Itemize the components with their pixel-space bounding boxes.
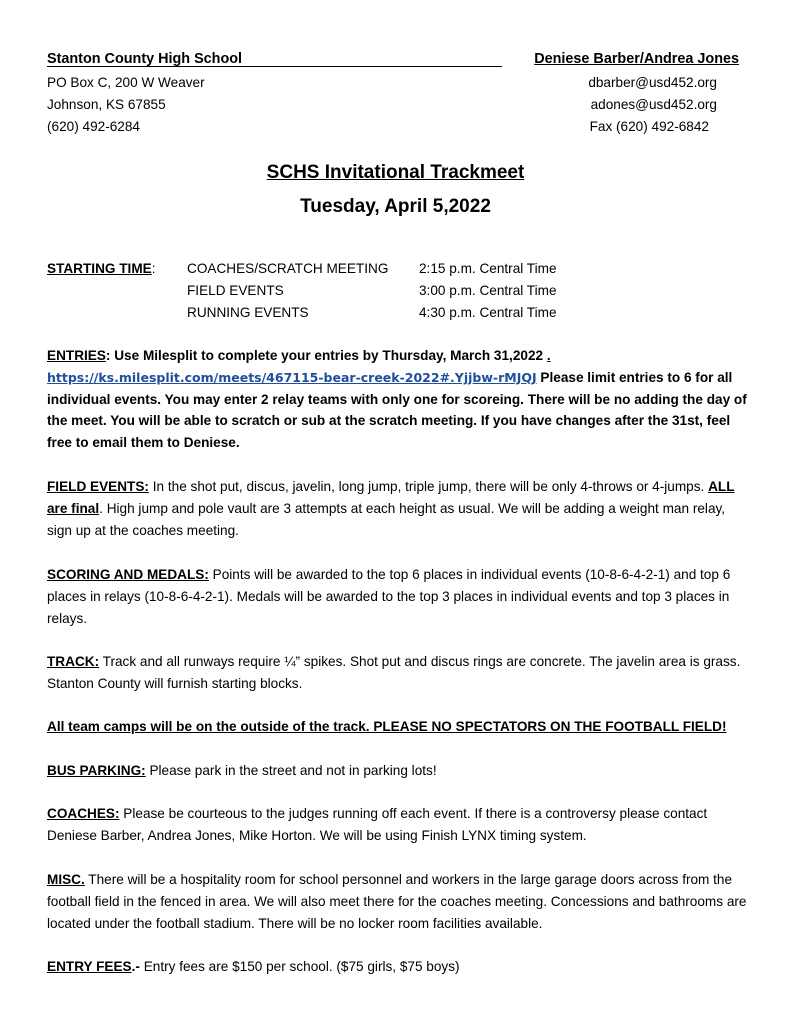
track-label: TRACK:	[47, 654, 100, 669]
bus-parking-label: BUS PARKING:	[47, 763, 146, 778]
entries-dot: .	[546, 348, 551, 363]
starting-time-heading: STARTING TIME:	[47, 261, 156, 276]
scoring-label: SCORING AND MEDALS:	[47, 567, 209, 582]
all-are-final: ALL are final	[47, 479, 735, 516]
track-text: Track and all runways require ¼” spikes. Shot put and discus rings are concrete. The javelin area is grass. Stanton County will furnish starting blocks.	[47, 654, 741, 691]
address-line-1: PO Box C, 200 W Weaver	[47, 75, 205, 90]
bus-parking-section	[47, 760, 747, 782]
letterhead	[47, 49, 739, 71]
entry-fees-dash: .-	[131, 959, 140, 974]
field-events-text-2: . High jump and pole vault are 3 attempts at each height as usual. We will be adding a weight man relay, sign up at the coaches meeting.	[47, 500, 726, 538]
schedule-event-3: RUNNING EVENTS	[187, 305, 309, 320]
phone-number: (620) 492-6284	[47, 119, 140, 134]
entries-section	[47, 345, 747, 454]
milesplit-link[interactable]: https://ks.milesplit.com/meets/467115-bear-creek-2022#.Yjjbw-rMJQJ	[47, 369, 537, 385]
contacts-name: Deniese Barber/Andrea Jones	[534, 51, 739, 67]
meet-date: Tuesday, April 5,2022	[300, 196, 491, 217]
field-events-section	[47, 476, 747, 541]
bus-parking-text: Please park in the street and not in parking lots!	[145, 763, 437, 778]
school-name: Stanton County High School	[47, 51, 243, 67]
entry-fees-label: ENTRY FEES	[47, 959, 132, 974]
schedule-time-1: 2:15 p.m. Central Time	[419, 261, 557, 276]
schedule-time-2: 3:00 p.m. Central Time	[419, 283, 557, 298]
entries-label: ENTRIES	[47, 348, 106, 363]
misc-text: There will be a hospitality room for school personnel and workers in the large garage doors across from the football field in the fenced in area. We will also meet there for the coaches meeting. Concessions and bathrooms are located under the football stadium. There will be no locker room facilities available.	[47, 872, 747, 931]
email-dbarber[interactable]: dbarber@usd452.org	[588, 75, 717, 90]
scoring-text: Points will be awarded to the top 6 places in individual events (10-8-6-4-2-1) and top 6 places in relays (10-8-6-4-2-1). Medals will be awarded to the top 3 places in individual events and top 3 places in relays.	[47, 567, 731, 626]
spectator-notice: All team camps will be on the outside of the track. PLEASE NO SPECTATORS ON THE FOOTBALL FIELD!	[47, 719, 727, 734]
misc-section	[47, 869, 747, 934]
misc-label: MISC.	[47, 872, 85, 887]
school-name-underline	[47, 49, 502, 67]
coaches-text: Please be courteous to the judges running off each event. If there is a controversy please contact Deniese Barber, Andrea Jones, Mike Horton. We will be using Finish LYNX timing system.	[47, 806, 708, 843]
schedule-event-1: COACHES/SCRATCH MEETING	[187, 261, 389, 276]
fax-number: Fax (620) 492-6842	[589, 119, 709, 134]
entries-intro: : Use Milesplit to complete your entries by Thursday, March 31,2022	[105, 348, 547, 363]
coaches-section	[47, 803, 747, 847]
entry-fees-section	[47, 956, 747, 978]
email-adones[interactable]: adones@usd452.org	[590, 97, 717, 112]
schedule-time-3: 4:30 p.m. Central Time	[419, 305, 557, 320]
address-line-2: Johnson, KS 67855	[47, 97, 166, 112]
field-events-text-1: In the shot put, discus, javelin, long jump, triple jump, there will be only 4-throws or 4-jumps.	[148, 479, 709, 494]
scoring-section	[47, 564, 747, 629]
schedule-event-2: FIELD EVENTS	[187, 283, 284, 298]
entries-body: Please limit entries to 6 for all individual events. You may enter 2 relay teams with only one for scoreing. There will be no adding the day of the meet. You will be able to scratch or sub at the scratch meeting. If you have changes after the 31st, feel free to email them to Deniese.	[47, 369, 747, 451]
track-section	[47, 651, 747, 695]
entry-fees-text: Entry fees are $150 per school. ($75 girls, $75 boys)	[139, 959, 460, 974]
field-events-label: FIELD EVENTS:	[47, 479, 149, 494]
document-title: SCHS Invitational Trackmeet	[266, 162, 525, 183]
coaches-label: COACHES:	[47, 806, 120, 821]
